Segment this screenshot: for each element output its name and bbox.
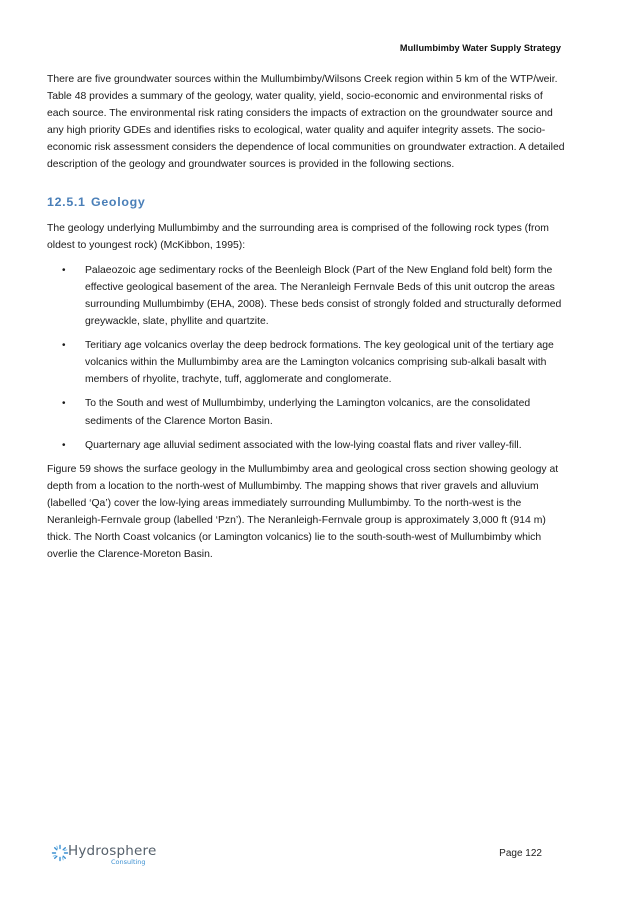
figure-paragraph: Figure 59 shows the surface geology in the Mullumbimby area and geological cross section showing geology at depth from a location to the north-west of Mullumbimby. The mapping shows that river gravels and alluvium (labelled ‘Qa’) cover the low-lying areas immediately surrounding Mullumbimby. To the north-west is the Neranleigh-Fernvale group (labelled ‘Pzn’). The Neranleigh-Fernvale group is approximately 3,000 ft (914 m) thick. The North Coast volcanics (or Lamington volcanics) lie to the south-south-west of Mullumbimby which overlie the Clarence-Moreton Basin. <box>47 463 559 561</box>
bullet-icon: • <box>62 340 66 352</box>
section-heading <box>47 194 565 210</box>
geology-bullet-list <box>47 262 565 454</box>
bullet-text: Teritiary age volcanics overlay the deep bedrock formations. The key geological unit of the tertiary age volcanics within the Mullumbimby area are the Lamington volcanics comprising sub-alkali basalt with members of rhyolite, trachyte, tuff, agglomerate and conglomerate. <box>85 340 554 386</box>
bullet-item <box>47 262 565 330</box>
section-number: 12.5.1 <box>47 194 86 209</box>
bullet-item <box>47 437 565 454</box>
bullet-item <box>47 337 565 388</box>
bullet-icon: • <box>62 264 66 276</box>
document-header-title: Mullumbimby Water Supply Strategy <box>399 43 561 53</box>
geology-intro-paragraph: The geology underlying Mullumbimby and the surrounding area is comprised of the following rock types (from oldest to youngest rock) (McKibbon, 1995): <box>47 222 549 251</box>
logo-name: Hydrosphere <box>68 843 157 859</box>
bullet-icon: • <box>62 398 66 410</box>
bullet-icon: • <box>62 439 66 451</box>
document-body <box>47 71 565 563</box>
section-title: Geology <box>91 194 146 209</box>
bullet-text: Palaeozoic age sedimentary rocks of the Beenleigh Block (Part of the New England fold belt) form the effective geological basement of the area. The Neranleigh Fernvale Beds of this unit outcrop the areas surrounding Mullumbimby (EHA, 2008). These beds consist of strongly folded and structurally deformed greywackle, slate, phyllite and quartzite. <box>85 264 562 328</box>
sunburst-logo-icon <box>51 844 69 862</box>
page-number: Page 122 <box>499 848 542 859</box>
hydrosphere-logo <box>51 843 161 867</box>
intro-paragraph: There are five groundwater sources within the Mullumbimby/Wilsons Creek region within 5 km of the WTP/weir. Table 48 provides a summary of the geology, water quality, yield, socio-economic and environmental risks of each source. The environmental risk rating considers the impacts of extraction on the groundwater source and any high priority GDEs and identifies risks to ecological, water quality and aquifer integrity assets. The socio-economic risk assessment considers the dependence of local communities on groundwater extraction. A detailed description of the geology and groundwater sources is provided in the following sections. <box>47 74 565 171</box>
bullet-text: Quarternary age alluvial sediment associated with the low-lying coastal flats and river valley-fill. <box>85 439 522 451</box>
logo-subtitle: Consulting <box>111 858 146 866</box>
bullet-item <box>47 395 565 429</box>
bullet-text: To the South and west of Mullumbimby, underlying the Lamington volcanics, are the consolidated sediments of the Clarence Morton Basin. <box>85 398 531 427</box>
